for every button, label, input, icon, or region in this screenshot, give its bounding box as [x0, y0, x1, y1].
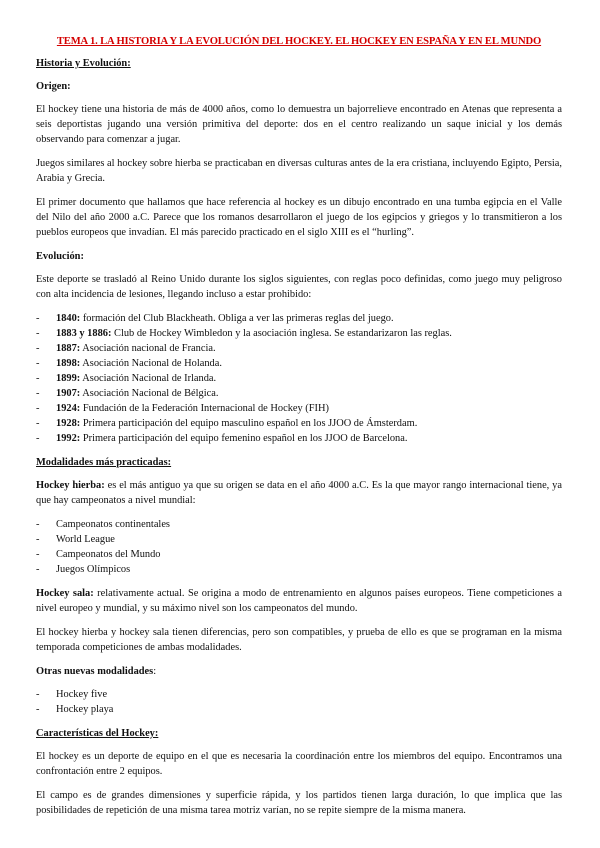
timeline-year: 1924:: [56, 403, 81, 414]
list-item: - World League: [36, 532, 562, 547]
timeline-text: Primera participación del equipo femenino español en los JJOO de Barcelona.: [80, 433, 408, 444]
timeline-text: Primera participación del equipo masculino español en los JJOO de Ámsterdam.: [80, 418, 418, 429]
otras-list: [36, 687, 562, 717]
origen-paragraph-2: Juegos similares al hockey sobre hierba se practicaban en diversas culturas antes de la era cristiana, incluyendo Egipto, Persia, Arabia y Grecia.: [36, 158, 562, 184]
timeline-item: [36, 431, 562, 446]
evolucion-heading: Evolución:: [36, 251, 84, 262]
timeline-year: 1907:: [56, 388, 81, 399]
hierba-text: es el más antiguo ya que su origen se data en el año 4000 a.C. Es la que mayor rango internacional tiene, ya que hay campeonatos a nivel mundial:: [36, 480, 562, 506]
evolucion-timeline: [36, 311, 562, 446]
otras-heading-text: Otras nuevas modalidades: [36, 666, 154, 677]
timeline-year: 1928:: [56, 418, 81, 429]
sala-text: relativamente actual. Se origina a modo de entrenamiento en algunos países europeos. Tiene competiciones a nivel europeo y mundial, y su máximo nivel son los campeonatos del mundo.: [36, 588, 562, 614]
caracteristicas-paragraph-1: El hockey es un deporte de equipo en el que es necesaria la coordinación entre los miembros del equipo. Encontramos una confrontación entre 2 equipos.: [36, 751, 562, 777]
timeline-item: [36, 386, 562, 401]
timeline-year: 1899:: [56, 373, 81, 384]
timeline-text: Asociación Nacional de Irlanda.: [80, 373, 217, 384]
hierba-competitions-list: [36, 517, 562, 577]
evolucion-intro: Este deporte se trasladó al Reino Unido durante los siglos siguientes, con reglas poco definidas, como juego muy peligroso con alta incidencia de lesiones, llegando incluso a estar prohibido:: [36, 274, 562, 300]
hierba-label: Hockey hierba:: [36, 480, 105, 491]
modalidades-heading: Modalidades más practicadas:: [36, 457, 172, 468]
timeline-item: [36, 341, 562, 356]
timeline-text: Club de Hockey Wimbledon y la asociación inglesa. Se estandarizaron las reglas.: [111, 328, 452, 339]
origen-paragraph-3: El primer documento que hallamos que hace referencia al hockey es un dibujo encontrado en una tumba egipcia en el Valle del Nilo del año 2000 a.C. Parece que los romanos desarrollaron el juego de los egipcios y griegos y lo transmitieron a los pueblos europeos que invadían. El más parecido practicado en el siglo XIII es el “hurling”.: [36, 197, 562, 238]
compat-paragraph: El hockey hierba y hockey sala tienen diferencias, pero son compatibles, y prueba de ello es que se programan en la misma temporada competiciones de ambas modalidades.: [36, 627, 562, 653]
timeline-item: [36, 356, 562, 371]
timeline-item: [36, 371, 562, 386]
timeline-item: [36, 401, 562, 416]
timeline-year: 1840:: [56, 313, 81, 324]
otras-heading: [36, 664, 562, 679]
timeline-item: [36, 326, 562, 341]
timeline-text: formación del Club Blackheath. Obliga a ver las primeras reglas del juego.: [80, 313, 394, 324]
timeline-text: Asociación Nacional de Holanda.: [80, 358, 222, 369]
timeline-item: [36, 311, 562, 326]
document-title: TEMA 1. LA HISTORIA Y LA EVOLUCIÓN DEL HOCKEY. EL HOCKEY EN ESPAÑA Y EN EL MUNDO: [56, 36, 542, 47]
origen-heading: Origen:: [36, 81, 71, 92]
sala-paragraph: [36, 586, 562, 616]
list-item: - Hockey playa: [36, 702, 562, 717]
origen-paragraph-1: El hockey tiene una historia de más de 4000 años, como lo demuestra un bajorrelieve encontrado en Atenas que representa a seis deportistas jugando una versión primitiva del deporte: dos en el centro realizando un saque inicial y los demás observando para comenzar a jugar.: [36, 104, 562, 145]
timeline-year: 1898:: [56, 358, 81, 369]
timeline-text: Asociación nacional de Francia.: [80, 343, 216, 354]
timeline-year: 1992:: [56, 433, 81, 444]
timeline-text: Fundación de la Federación Internacional de Hockey (FIH): [80, 403, 329, 414]
hierba-paragraph: [36, 478, 562, 508]
timeline-year: 1887:: [56, 343, 81, 354]
timeline-year: 1883 y 1886:: [56, 328, 112, 339]
otras-heading-colon: :: [153, 666, 157, 677]
caracteristicas-paragraph-2: El campo es de grandes dimensiones y superficie rápida, y los partidos tienen larga duración, lo que implica que las posibilidades de repetición de una misma tarea motriz varían, no se repite siempre de la misma manera.: [36, 790, 562, 816]
list-item: - Juegos Olímpicos: [36, 562, 562, 577]
sala-label: Hockey sala:: [36, 588, 94, 599]
list-item: - Campeonatos continentales: [36, 517, 562, 532]
caracteristicas-heading: Características del Hockey:: [36, 728, 159, 739]
list-item: - Campeonatos del Mundo: [36, 547, 562, 562]
timeline-item: [36, 416, 562, 431]
list-item: - Hockey five: [36, 687, 562, 702]
timeline-text: Asociación Nacional de Bélgica.: [80, 388, 219, 399]
historia-heading: Historia y Evolución:: [36, 58, 131, 69]
